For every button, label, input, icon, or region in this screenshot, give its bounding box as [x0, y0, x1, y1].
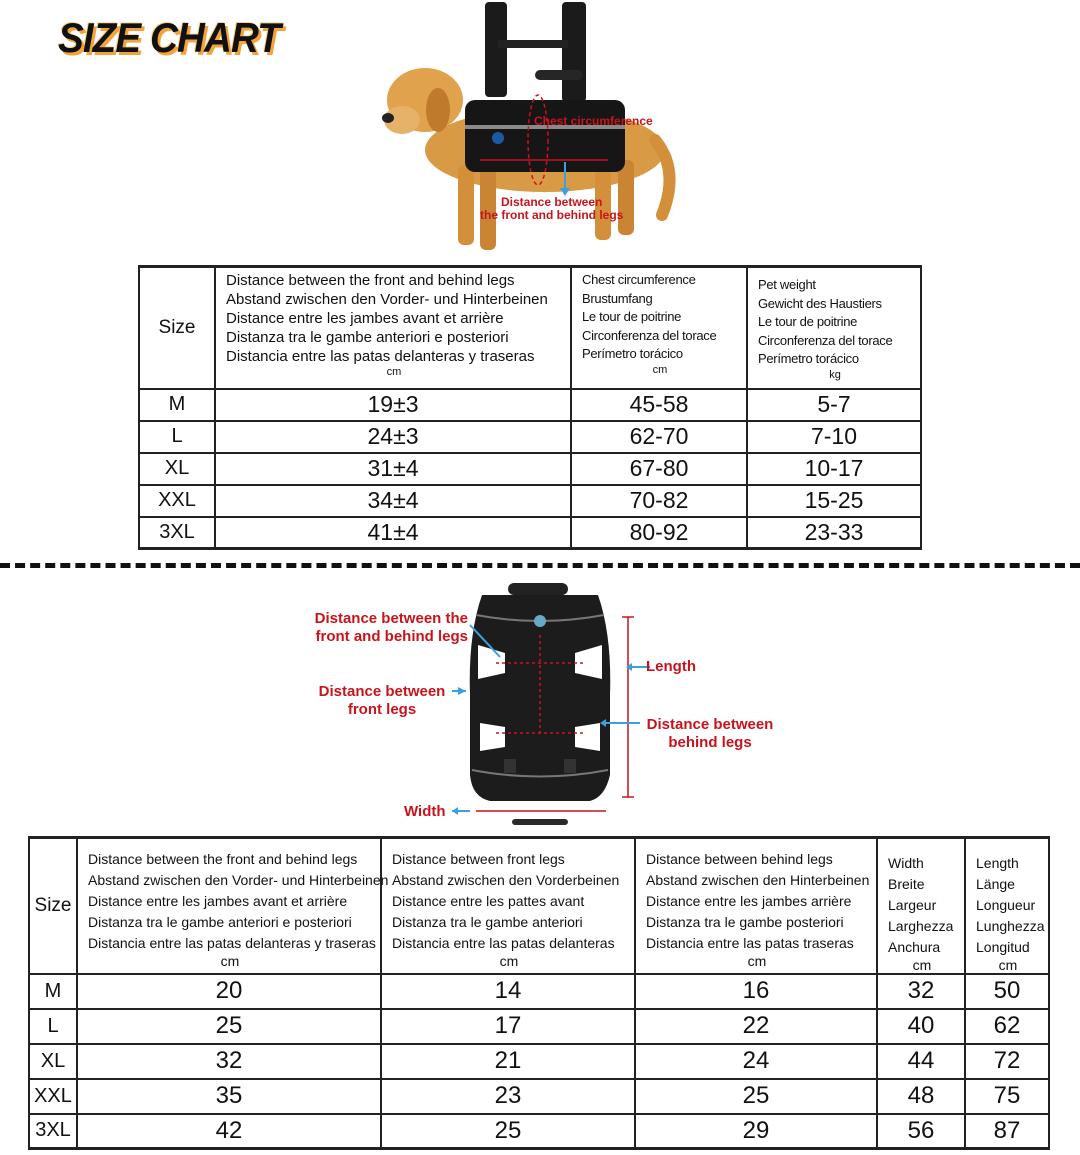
page-title: SIZE CHART	[58, 14, 280, 61]
value-cell: 48	[877, 1079, 965, 1114]
header-width: Width Breite Largeur Larghezza Anchura cm	[877, 838, 965, 974]
value-cell: 25	[381, 1114, 635, 1149]
table-row	[139, 389, 921, 421]
value-cell: 25	[77, 1009, 381, 1044]
size-column-header: Size	[29, 838, 77, 974]
label-width: Width	[404, 803, 446, 820]
harness-crossbar	[498, 40, 568, 48]
header-chest-circumference: Chest circumference Brustumfang Le tour de poitrine Circonferenza del torace Perímetro torácico cm	[571, 267, 747, 389]
header-length: Length Länge Longueur Lunghezza Longitud cm	[965, 838, 1049, 974]
value-cell: 10-17	[747, 453, 921, 485]
value-cell: 35	[77, 1079, 381, 1114]
size-table-harness	[138, 265, 922, 550]
value-cell: 62-70	[571, 421, 747, 453]
header-front-behind-distance: Distance between the front and behind legs Abstand zwischen den Vorder- und Hinterbeinen Distance entre les jambes avant et arrière Distanza tra le gambe anteriori e posteriori Distancia entre las patas delanteras y traseras cm	[77, 838, 381, 974]
value-cell: 31±4	[215, 453, 571, 485]
label-front-legs-distance: Distance between front legs	[318, 683, 446, 718]
size-cell: XL	[29, 1044, 77, 1079]
behind-leg-hole	[480, 723, 505, 751]
table-row	[29, 1079, 1049, 1114]
label-chest-circumference: Chest circumference	[534, 114, 653, 128]
value-cell: 24±3	[215, 421, 571, 453]
value-cell: 62	[965, 1009, 1049, 1044]
size-table-dimensions	[28, 836, 1050, 1150]
size-cell: XL	[139, 453, 215, 485]
table-row	[29, 1044, 1049, 1079]
value-cell: 5-7	[747, 389, 921, 421]
value-cell: 15-25	[747, 485, 921, 517]
value-cell: 87	[965, 1114, 1049, 1149]
table-row	[139, 453, 921, 485]
value-cell: 23-33	[747, 517, 921, 549]
value-cell: 23	[381, 1079, 635, 1114]
value-cell: 67-80	[571, 453, 747, 485]
value-cell: 20	[77, 974, 381, 1009]
size-cell: M	[29, 974, 77, 1009]
label-behind-legs-distance: Distance between behind legs	[646, 716, 774, 751]
value-cell: 22	[635, 1009, 877, 1044]
size-cell: L	[139, 421, 215, 453]
value-cell: 32	[77, 1044, 381, 1079]
label-length: Length	[646, 658, 696, 675]
dog-photo	[380, 0, 680, 262]
value-cell: 24	[635, 1044, 877, 1079]
value-cell: 75	[965, 1079, 1049, 1114]
header-behind-legs-distance: Distance between behind legs Abstand zwischen den Hinterbeinen Distance entre les jambes arrière Distanza tra le gambe posteriori Distancia entre las patas traseras cm	[635, 838, 877, 974]
size-cell: XXL	[29, 1079, 77, 1114]
table-row	[29, 974, 1049, 1009]
value-cell: 80-92	[571, 517, 747, 549]
label-distance-legs: Distance between the front and behind legs	[480, 195, 624, 222]
harness-strap-left	[485, 2, 507, 97]
value-cell: 70-82	[571, 485, 747, 517]
value-cell: 34±4	[215, 485, 571, 517]
table-row	[139, 485, 921, 517]
value-cell: 50	[965, 974, 1049, 1009]
value-cell: 42	[77, 1114, 381, 1149]
value-cell: 41±4	[215, 517, 571, 549]
value-cell: 45-58	[571, 389, 747, 421]
size-cell: L	[29, 1009, 77, 1044]
table-row	[29, 1009, 1049, 1044]
size-cell: XXL	[139, 485, 215, 517]
value-cell: 40	[877, 1009, 965, 1044]
section-divider	[0, 563, 1080, 568]
table-row	[29, 1114, 1049, 1149]
harness-strap-right	[562, 2, 586, 102]
value-cell: 7-10	[747, 421, 921, 453]
table-row	[139, 421, 921, 453]
header-leg-distance: Distance between the front and behind legs Abstand zwischen den Vorder- und Hinterbeinen Distance entre les jambes avant et arrière Distanza tra le gambe anteriori e posteriori Distancia entre las patas delanteras y traseras cm	[215, 267, 571, 389]
value-cell: 21	[381, 1044, 635, 1079]
value-cell: 29	[635, 1114, 877, 1149]
value-cell: 56	[877, 1114, 965, 1149]
value-cell: 17	[381, 1009, 635, 1044]
table-row	[139, 517, 921, 549]
value-cell: 19±3	[215, 389, 571, 421]
size-cell: 3XL	[139, 517, 215, 549]
size-column-header: Size	[139, 267, 215, 389]
value-cell: 16	[635, 974, 877, 1009]
value-cell: 25	[635, 1079, 877, 1114]
value-cell: 14	[381, 974, 635, 1009]
header-front-legs-distance: Distance between front legs Abstand zwischen den Vorderbeinen Distance entre les pattes avant Distanza tra le gambe anteriori Distancia entre las patas delanteras cm	[381, 838, 635, 974]
value-cell: 32	[877, 974, 965, 1009]
size-cell: 3XL	[29, 1114, 77, 1149]
header-pet-weight: Pet weight Gewicht des Haustiers Le tour de poitrine Circonferenza del torace Perímetro torácico kg	[747, 267, 921, 389]
size-cell: M	[139, 389, 215, 421]
value-cell: 72	[965, 1044, 1049, 1079]
value-cell: 44	[877, 1044, 965, 1079]
label-front-behind-distance: Distance between the front and behind legs	[314, 610, 468, 645]
harness-handle	[535, 70, 583, 80]
